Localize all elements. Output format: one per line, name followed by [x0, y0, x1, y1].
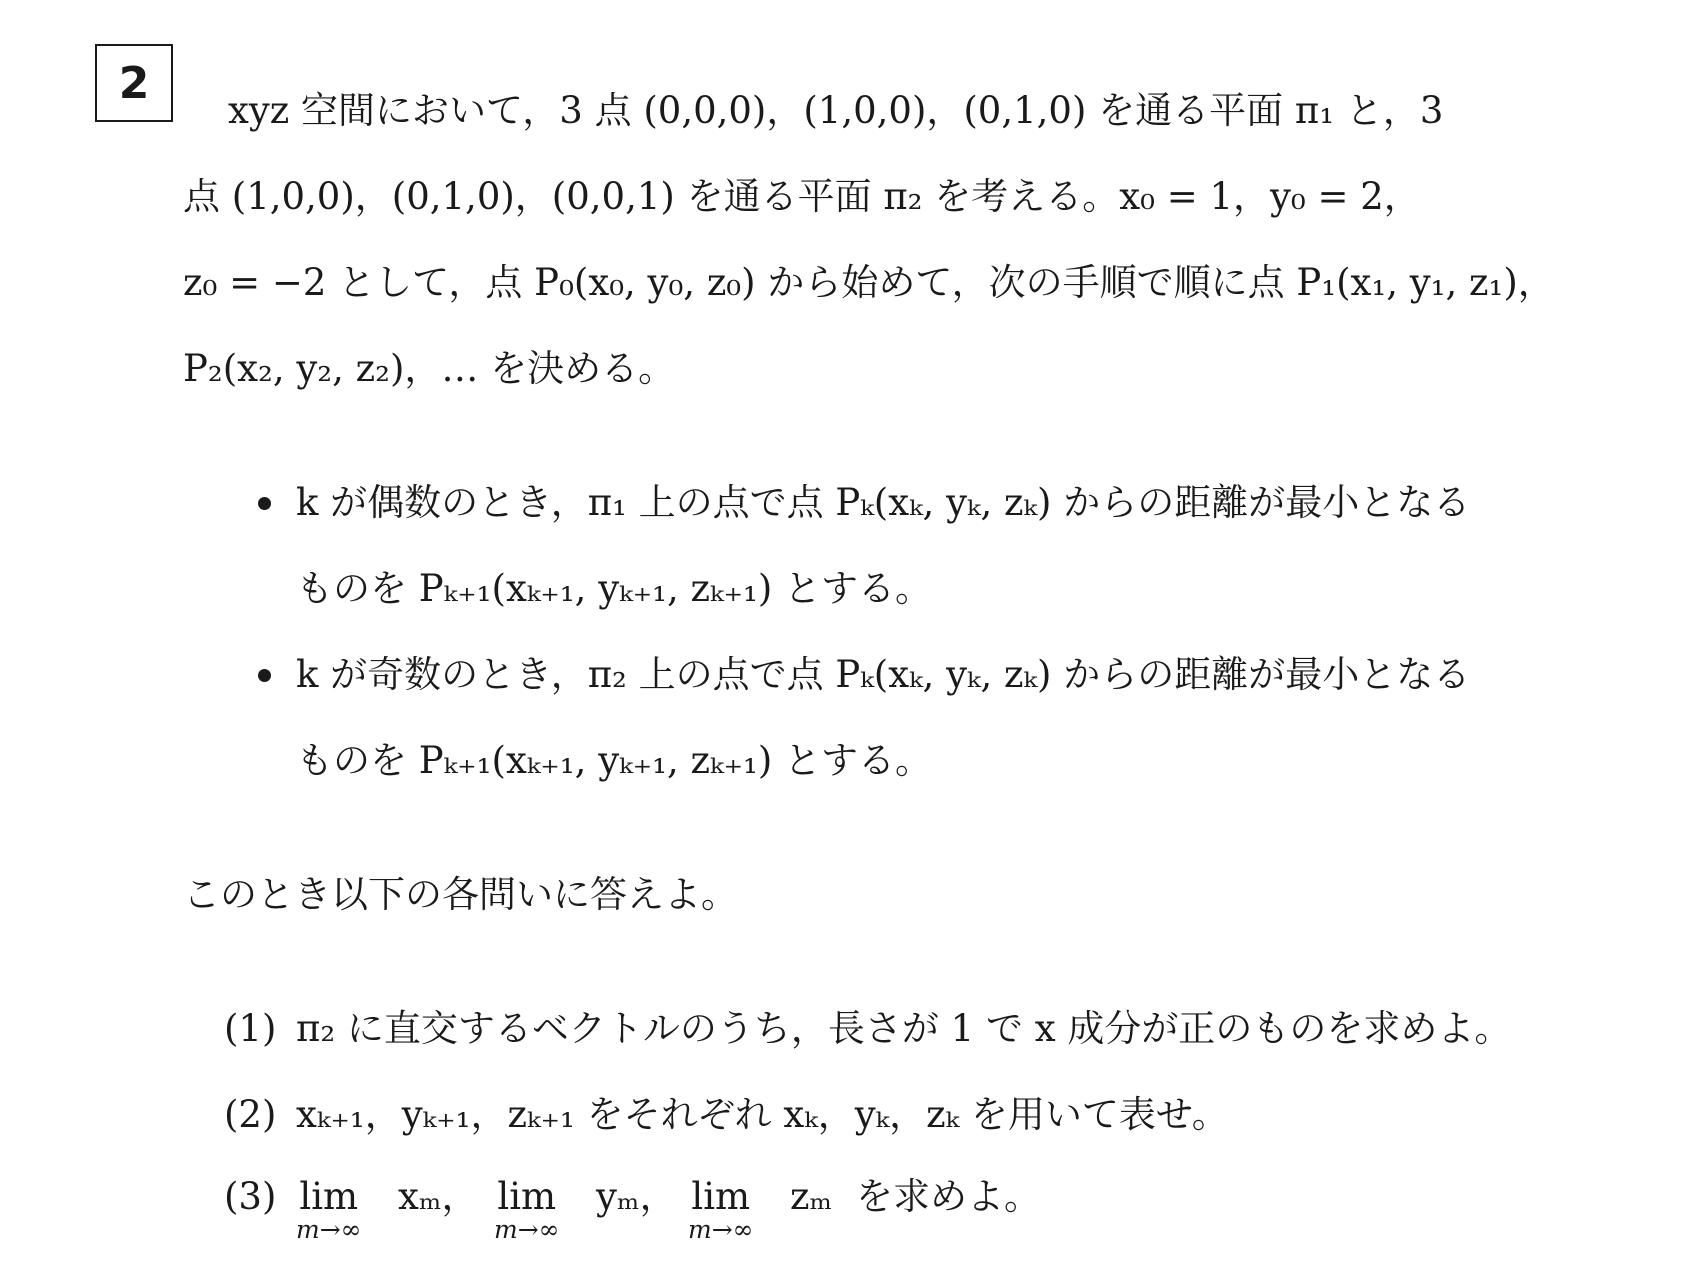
question-1-label: (1): [224, 1007, 277, 1050]
intro-line-2: 点 (1,0,0)，(0,1,0)，(0,0,1) を通る平面 π₂ を考える。x₀ = 1，y₀ = 2，: [183, 175, 1421, 218]
problem-number: 2: [118, 57, 150, 109]
limit-z: [688, 1175, 754, 1244]
bullet-icon: [258, 669, 271, 682]
rule-even-line-1: k が偶数のとき，π₁ 上の点で点 Pₖ(xₖ, yₖ, zₖ) からの距離が最小となる: [296, 481, 1471, 524]
intro-line-4: P₂(x₂, y₂, z₂)，… を決める。: [183, 347, 676, 390]
lim-operator: lim: [691, 1175, 751, 1218]
limit-x-var: xₘ，: [398, 1175, 479, 1218]
prompt-text: このとき以下の各問いに答えよ。: [183, 873, 738, 916]
rule-odd-line-1: k が奇数のとき，π₂ 上の点で点 Pₖ(xₖ, yₖ, zₖ) からの距離が最小となる: [296, 653, 1471, 696]
intro-line-1: xyz 空間において，3 点 (0,0,0)，(1,0,0)，(0,1,0) を通る平面 π₁ と，3: [228, 89, 1444, 132]
question-2-label: (2): [224, 1093, 277, 1136]
rule-odd-line-2: ものを Pₖ₊₁(xₖ₊₁, yₖ₊₁, zₖ₊₁) とする。: [296, 739, 933, 782]
lim-subscript: m→∞: [296, 1215, 362, 1244]
lim-operator: lim: [299, 1175, 359, 1218]
bullet-icon: [258, 497, 271, 510]
problem-number-box: [95, 44, 173, 122]
limit-x: [296, 1175, 362, 1244]
question-3-label: (3): [224, 1175, 277, 1218]
limit-y-var: yₘ，: [596, 1175, 677, 1218]
intro-line-3: z₀ = −2 として，点 P₀(x₀, y₀, z₀) から始めて，次の手順で順に点 P₁(x₁, y₁, z₁)，: [183, 261, 1555, 304]
question-2-text: xₖ₊₁，yₖ₊₁，zₖ₊₁ をそれぞれ xₖ，yₖ，zₖ を用いて表せ。: [296, 1093, 1229, 1136]
lim-subscript: m→∞: [494, 1215, 560, 1244]
limit-y: [494, 1175, 560, 1244]
rule-even-line-2: ものを Pₖ₊₁(xₖ₊₁, yₖ₊₁, zₖ₊₁) とする。: [296, 567, 933, 610]
question-3-tail: を求めよ。: [856, 1175, 1041, 1218]
lim-operator: lim: [497, 1175, 557, 1218]
limit-z-var: zₘ: [790, 1175, 833, 1218]
question-1-text: π₂ に直交するベクトルのうち，長さが 1 で x 成分が正のものを求めよ。: [296, 1007, 1512, 1050]
lim-subscript: m→∞: [688, 1215, 754, 1244]
